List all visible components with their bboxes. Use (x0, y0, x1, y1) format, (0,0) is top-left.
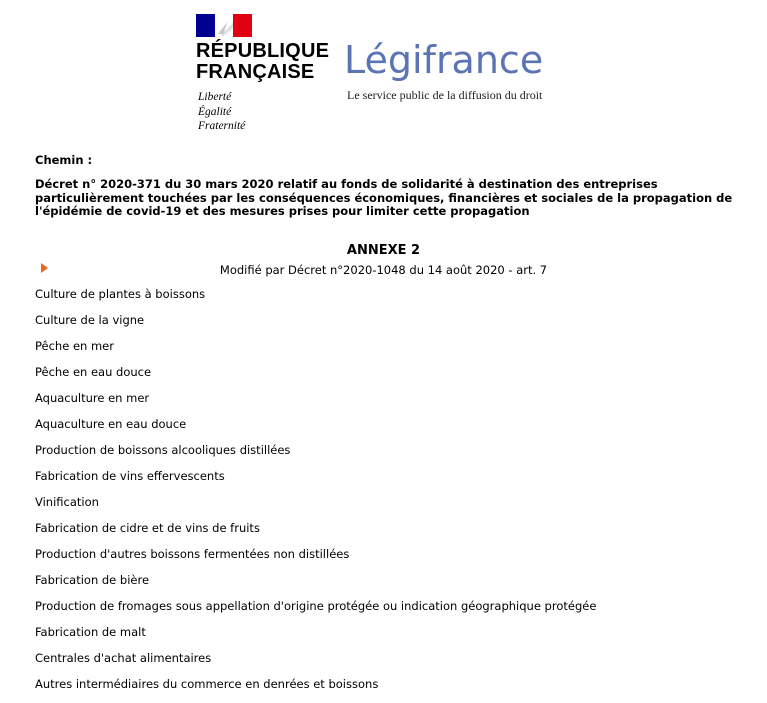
list-item: Pêche en mer (35, 339, 114, 353)
marianne-flag-icon (196, 14, 252, 37)
list-item: Fabrication de malt (35, 625, 146, 639)
list-item: Culture de la vigne (35, 313, 145, 327)
motto-egalite: Égalité (198, 105, 232, 118)
list-item: Vinification (35, 495, 99, 509)
chemin-label: Chemin : (35, 153, 93, 167)
list-item: Production d'autres boissons fermentées non distillées (35, 547, 350, 561)
republique-francaise-logotype (196, 41, 329, 83)
decret-title: Décret n° 2020-371 du 30 mars 2020 relatif au fonds de solidarité à destination des entreprises particulièrement touchées par les conséquences économiques, financières et sociales de la propagation de l'épidémie de covid-19 et des mesures prises pour limiter cette propagation (35, 177, 733, 218)
site-header (0, 0, 767, 140)
french-flag-logo (196, 14, 252, 37)
list-item: Aquaculture en eau douce (35, 417, 187, 431)
motto-liberte: Liberté (198, 91, 232, 103)
republique-line: RÉPUBLIQUE (196, 40, 330, 62)
list-item: Fabrication de bière (35, 573, 150, 587)
francaise-line: FRANÇAISE (196, 61, 315, 83)
list-item: Fabrication de vins effervescents (35, 469, 225, 483)
republic-motto (198, 90, 245, 134)
activity-list (35, 287, 596, 703)
motto-fraternite: Fraternité (198, 120, 246, 132)
list-item: Production de boissons alcooliques distillées (35, 443, 291, 457)
modification-note: Modifié par Décret n°2020-1048 du 14 août 2020 - art. 7 (219, 263, 548, 277)
legifrance-brand[interactable]: Légifrance (344, 38, 544, 82)
list-item: Centrales d'achat alimentaires (35, 651, 212, 665)
brand-tagline: Le service public de la diffusion du droit (347, 88, 543, 102)
list-item: Pêche en eau douce (35, 365, 152, 379)
list-item: Fabrication de cidre et de vins de fruits (35, 521, 260, 535)
annexe-title: ANNEXE 2 (346, 243, 421, 258)
list-item: Autres intermédiaires du commerce en denrées et boissons (35, 677, 379, 691)
list-item: Culture de plantes à boissons (35, 287, 206, 301)
list-item: Aquaculture en mer (35, 391, 150, 405)
list-item: Production de fromages sous appellation d'origine protégée ou indication géographique protégée (35, 599, 597, 613)
